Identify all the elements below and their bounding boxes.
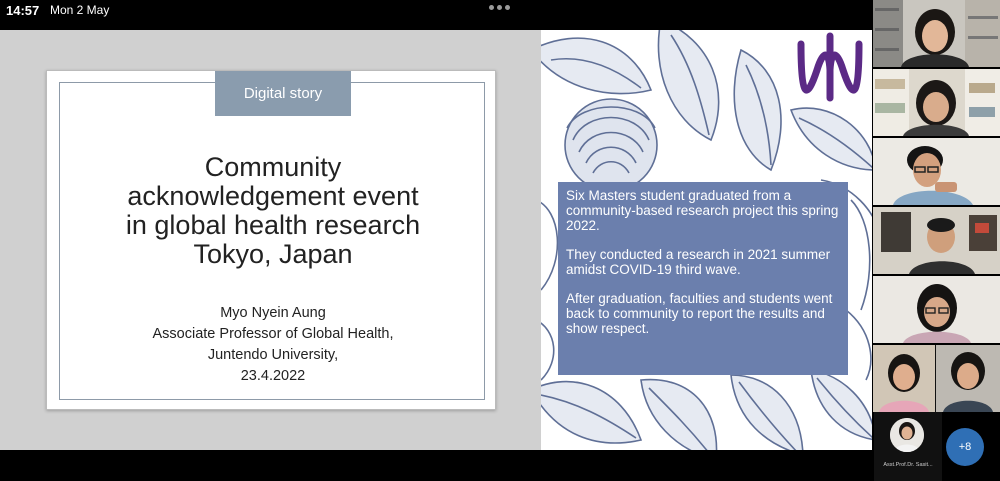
content-slide	[541, 30, 872, 450]
participant-video-feed	[873, 276, 1000, 343]
participant-video-tile[interactable]	[873, 0, 1000, 67]
slide-card	[46, 70, 496, 410]
author-name: Myo Nyein Aung	[220, 305, 326, 321]
slide-text-box	[558, 182, 848, 375]
participant-video-feed	[873, 345, 1000, 412]
university-logo	[787, 30, 872, 105]
slide-author-block	[70, 303, 476, 387]
slide-title-line: Community	[204, 152, 342, 182]
slide-title	[70, 153, 476, 269]
status-date: Mon 2 May	[50, 3, 110, 17]
participant-video-feed	[873, 138, 1000, 205]
status-bar	[0, 0, 1000, 28]
self-view-tile[interactable]	[874, 412, 942, 481]
slide-paragraph: After graduation, faculties and students went back to community to report the results and show respect.	[566, 291, 833, 336]
author-affiliation: Juntendo University,	[207, 347, 339, 363]
self-name-label: Asst.Prof.Dr. Sasit...	[883, 462, 933, 468]
slide-paragraph: They conducted a research in 2021 summer amidst COVID-19 third wave.	[566, 247, 831, 277]
digital-story-tab: Digital story	[215, 71, 351, 116]
author-position: Associate Professor of Global Health,	[152, 326, 394, 342]
participant-video-feed	[873, 69, 1000, 136]
shared-screen	[0, 30, 872, 450]
status-time: 14:57	[6, 3, 40, 18]
participant-video-tile[interactable]	[873, 276, 1000, 343]
participant-video-tile[interactable]	[873, 207, 1000, 274]
slide-date: 23.4.2022	[240, 368, 306, 384]
slide-paragraph: Six Masters student graduated from a community-based research project this spring 2022.	[566, 188, 839, 233]
participant-video-feed	[873, 0, 1000, 67]
university-logo-icon	[787, 30, 872, 105]
slide-title-line: acknowledgement event	[127, 181, 419, 211]
participant-video-tile[interactable]	[873, 345, 1000, 412]
participants-panel	[872, 0, 1000, 481]
slide-title-line: in global health research	[125, 210, 421, 240]
multitasking-dots-icon[interactable]	[489, 5, 513, 11]
title-slide	[0, 30, 541, 450]
participant-video-tile[interactable]	[873, 69, 1000, 136]
more-participants-button[interactable]: +8	[946, 428, 984, 466]
slide-title-line: Tokyo, Japan	[193, 239, 353, 269]
self-avatar-image	[890, 418, 924, 452]
slide-frame	[59, 82, 485, 400]
self-avatar	[890, 418, 924, 452]
participant-video-feed	[873, 207, 1000, 274]
participant-video-tile[interactable]	[873, 138, 1000, 205]
